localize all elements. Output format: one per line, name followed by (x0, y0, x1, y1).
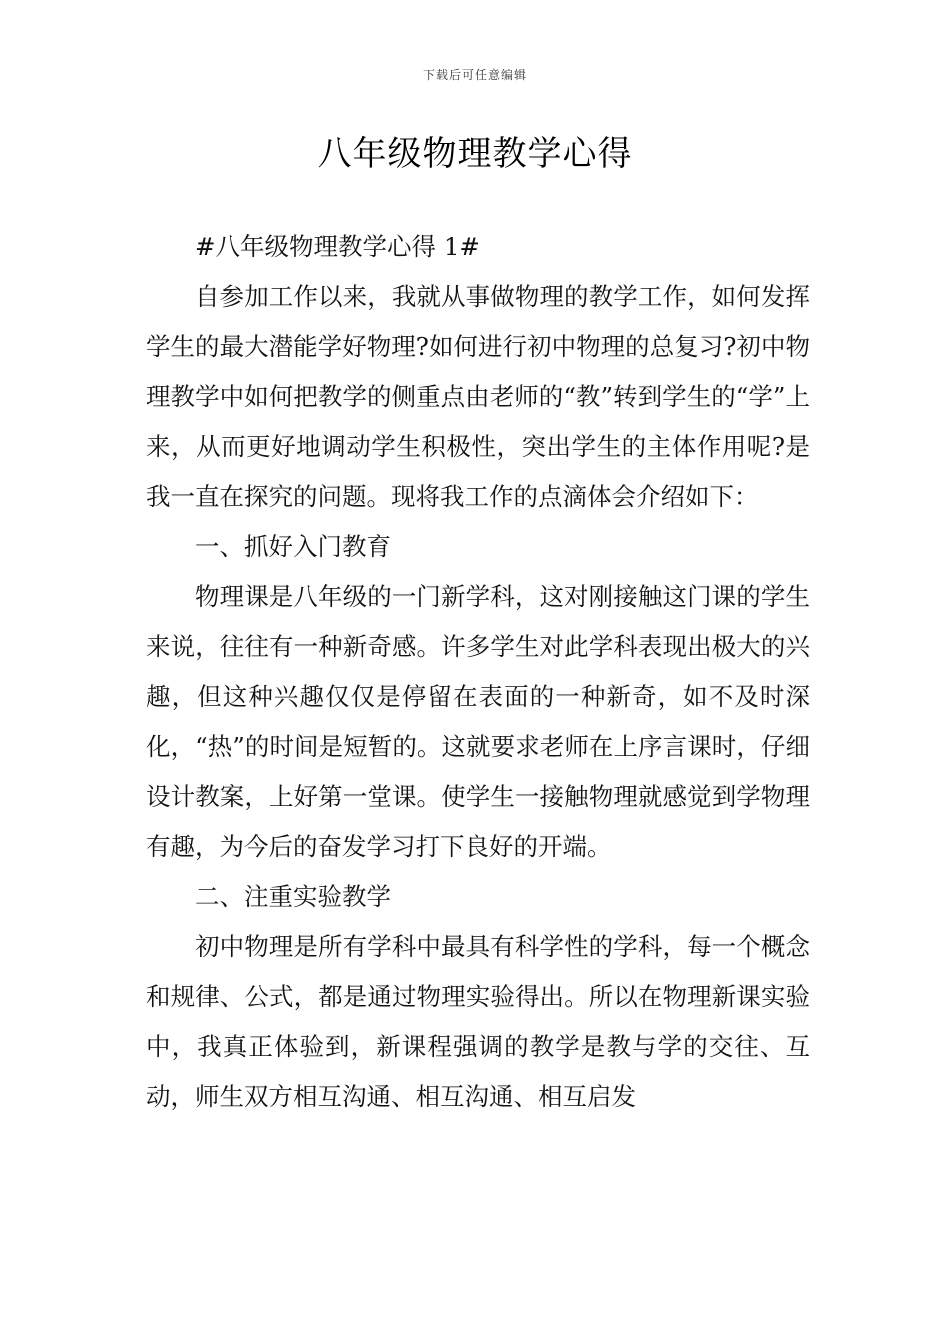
section-heading-entry-education: 一、抓好入门教育 (195, 532, 391, 561)
paragraph-entry-education: 物理课是八年级的一门新学科，这对刚接触这门课的学生来说，往往有一种新奇感。许多学生对此学科表现出极大的兴趣，但这种兴趣仅仅是停留在表面的一种新奇，如不及时深化，“热”的时间是短暂的。这就要求老师在上序言课时，仔细设计教案，上好第一堂课。使学生一接触物理就感觉到学物理有趣，为今后的奋发学习打下良好的开端。 (146, 582, 810, 861)
header-note: 下载后可任意编辑 (422, 68, 527, 82)
paragraph-experiment-teaching: 初中物理是所有学科中最具有科学性的学科，每一个概念和规律、公式，都是通过物理实验得出。所以在物理新课实验中，我真正体验到，新课程强调的教学是教与学的交往、互动，师生双方相互沟通、相互沟通、相互启发 (146, 932, 810, 1111)
document-body (146, 222, 810, 1122)
section-heading-experiment-teaching: 二、注重实验教学 (195, 882, 391, 911)
paragraph-intro: 自参加工作以来，我就从事做物理的教学工作，如何发挥学生的最大潜能学好物理?如何进行初中物理的总复习?初中物理教学中如何把教学的侧重点由老师的“教”转到学生的“学”上来，从而更好地调动学生积极性，突出学生的主体作用呢?是我一直在探究的问题。现将我工作的点滴体会介绍如下： (146, 282, 810, 511)
section-heading-1: #八年级物理教学心得 1# (195, 232, 480, 261)
document-title: 八年级物理教学心得 (317, 134, 633, 174)
